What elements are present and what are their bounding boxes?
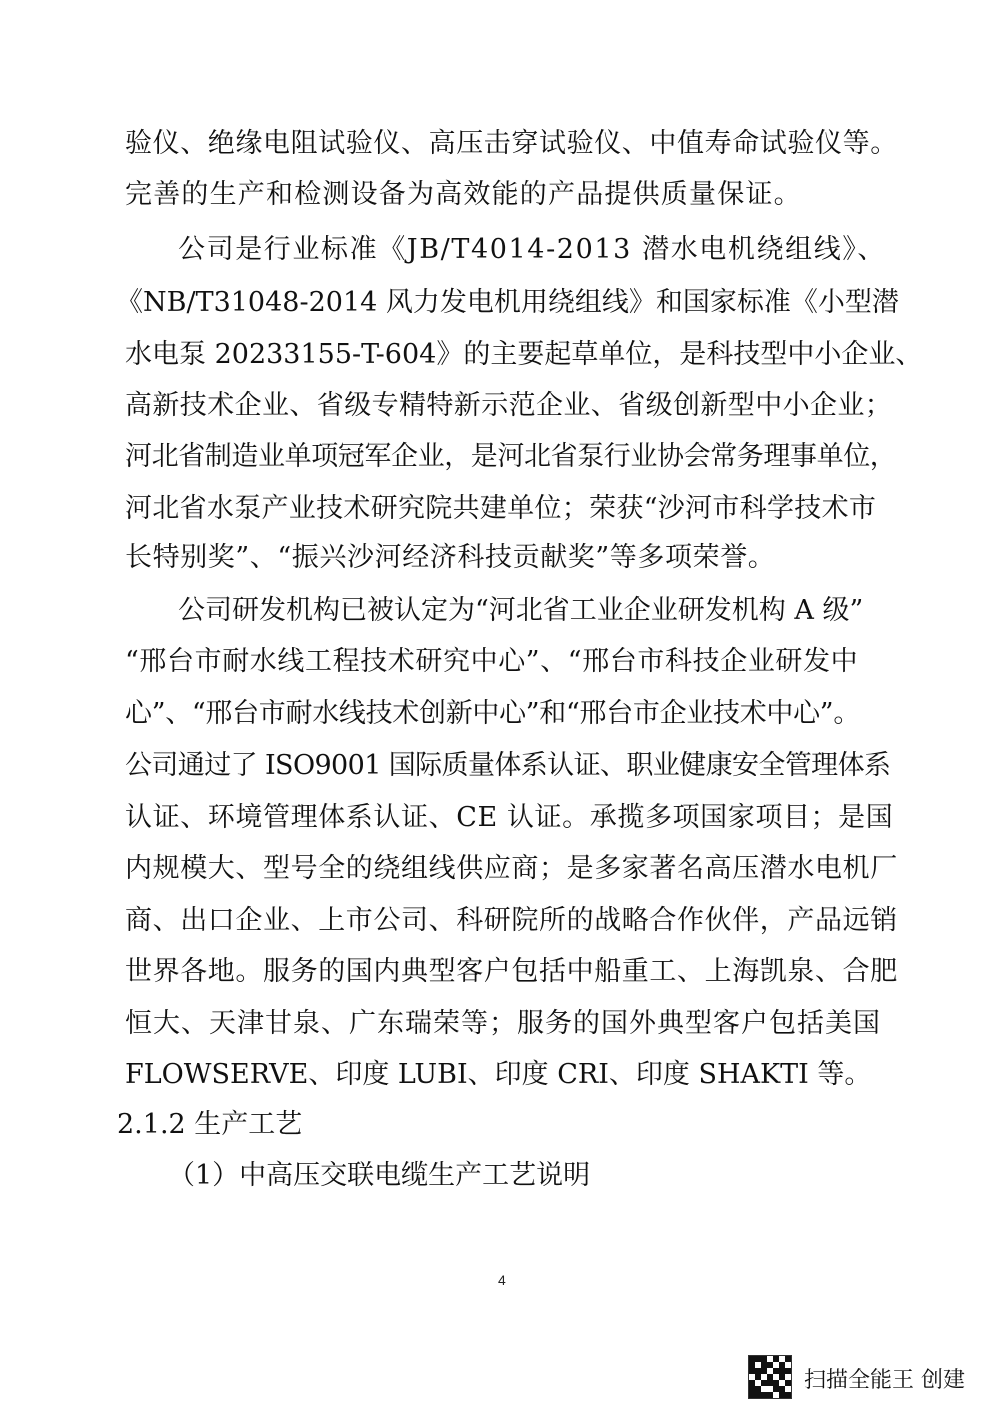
scanner-brand-text: 扫描全能王 创建: [804, 1368, 965, 1393]
scanner-watermark: [748, 1355, 978, 1405]
body-line-5: 水电泵 20233155-T-604》的主要起草单位，是科技型中小企业、: [125, 339, 923, 370]
body-line-14: 认证、环境管理体系认证、CE 认证。承揽多项国家项目；是国: [125, 802, 894, 833]
body-line-8: 河北省水泵产业技术研究院共建单位；荣获“沙河市科学技术市: [125, 493, 877, 524]
body-line-9: 长特别奖”、“振兴沙河经济科技贡献奖”等多项荣誉。: [125, 542, 776, 573]
body-line-3: 公司是行业标准《JB/T4014-2013 潜水电机绕组线》、: [178, 234, 887, 265]
body-line-1: 验仪、绝缘电阻试验仪、高压击穿试验仪、中值寿命试验仪等。: [125, 128, 898, 159]
qr-code-icon: [748, 1355, 792, 1399]
page-number: 4: [498, 1272, 506, 1288]
body-line-2: 完善的生产和检测设备为高效能的产品提供质量保证。: [125, 179, 802, 210]
body-line-13: 公司通过了 ISO9001 国际质量体系认证、职业健康安全管理体系: [125, 750, 891, 781]
body-line-4: 《NB/T31048-2014 风力发电机用绕组线》和国家标准《小型潜: [116, 287, 899, 318]
body-line-19: FLOWSERVE、印度 LUBI、印度 CRI、印度 SHAKTI 等。: [125, 1059, 872, 1090]
body-line-16: 商、出口企业、上市公司、科研院所的战略合作伙伴，产品远销: [125, 905, 898, 936]
body-line-7: 河北省制造业单项冠军企业，是河北省泵行业协会常务理事单位，: [125, 441, 897, 472]
body-line-18: 恒大、天津甘泉、广东瑞荣等；服务的国外典型客户包括美国: [125, 1008, 881, 1039]
body-line-11: “邢台市耐水线工程技术研究中心”、“邢台市科技企业研发中: [125, 646, 859, 677]
body-line-12: 心”、“邢台市耐水线技术创新中心”和“邢台市企业技术中心”。: [125, 698, 861, 729]
section-heading: 2.1.2 生产工艺: [117, 1109, 303, 1140]
body-line-10: 公司研发机构已被认定为“河北省工业企业研发机构 A 级”: [178, 595, 864, 626]
body-line-15: 内规模大、型号全的绕组线供应商；是多家著名高压潜水电机厂: [125, 853, 898, 884]
body-line-6: 高新技术企业、省级专精特新示范企业、省级创新型中小企业；: [125, 390, 893, 421]
body-line-17: 世界各地。服务的国内典型客户包括中船重工、上海凯泉、合肥: [125, 956, 898, 987]
subsection-heading: （1）中高压交联电缆生产工艺说明: [168, 1160, 591, 1191]
